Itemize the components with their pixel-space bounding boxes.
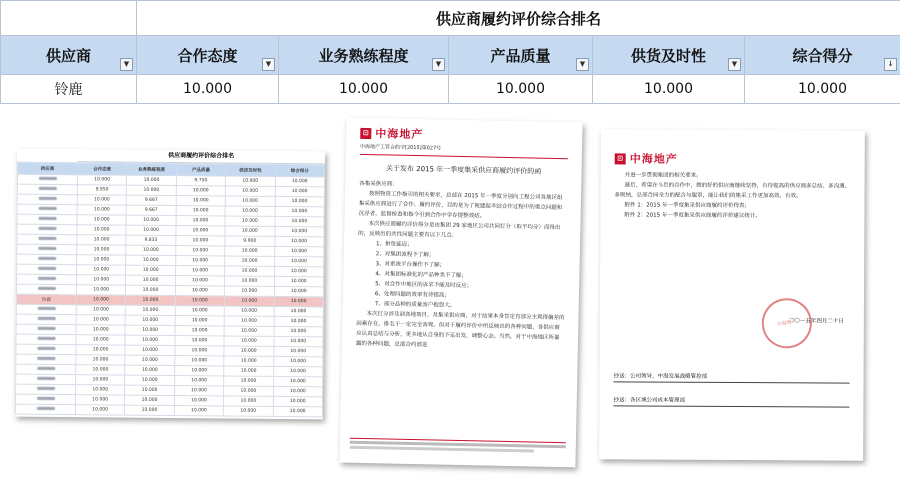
mini-value-cell: 10.000 (126, 215, 175, 225)
letter-page-2-thumbnail (599, 129, 865, 460)
mini-header-cell: 供货及时性 (226, 164, 275, 176)
company-seal-icon: 中海地产 (757, 294, 816, 353)
cell-quality[interactable]: 10.000 (449, 75, 593, 104)
mini-value-cell: 10.000 (76, 315, 125, 325)
mini-value-cell: 10.000 (224, 316, 273, 326)
redacted-name (38, 267, 56, 270)
mini-supplier-cell (16, 304, 76, 315)
mini-value-cell: 10.000 (174, 406, 223, 416)
mini-value-cell: 10.000 (175, 336, 224, 346)
filter-dropdown-icon[interactable]: ▼ (262, 58, 275, 71)
logo-text: 中海地产 (629, 151, 678, 166)
mini-value-cell: 10.000 (126, 295, 175, 305)
list-item: 5、对合作中地区的诉求不能及时反应； (375, 281, 473, 290)
mini-value-cell: 10.000 (77, 255, 126, 265)
header-label: 业务熟练程度 (318, 46, 409, 65)
letter-page-1-thumbnail (339, 118, 582, 468)
mini-supplier-cell (16, 364, 76, 375)
mini-value-cell: 10.000 (274, 286, 324, 296)
mini-value-cell: 10.000 (275, 206, 325, 216)
mini-header-cell: 综合得分 (275, 164, 325, 176)
paragraph: 并进一步贯彻集团的相关要求。 (624, 172, 702, 179)
paragraph: 按照物资工作指引的相关要求，总部在 2015 年一季度分别向工程公司各地区组集采供应商进行了合作、履约评价，目的是为了视建起多结合作过程中的重点问题和沉浮者，监督检查和指令引到合作中学存提整效结。 (358, 191, 563, 220)
header-total-score[interactable] (745, 36, 900, 75)
mini-value-cell: 10.000 (224, 386, 273, 396)
mini-header-cell: 产品质量 (176, 164, 225, 176)
paragraph: 本次供应商履约评价得分是由集团 29 家地区公司共同打分（取平均分）而得出的，反映出的共性问题主要有以下几点： (358, 221, 561, 239)
logo-text: 中海地产 (375, 126, 424, 141)
mini-value-cell: 10.000 (224, 296, 273, 306)
mini-value-cell: 10.000 (176, 186, 225, 196)
mini-value-cell: 10.000 (224, 326, 273, 336)
mini-supplier-cell (16, 284, 76, 295)
redacted-name (37, 337, 55, 340)
mini-value-cell: 10.000 (175, 276, 224, 286)
redacted-name (37, 317, 55, 320)
mini-value-cell: 10.000 (274, 226, 324, 236)
mini-value-cell: 10.000 (226, 176, 275, 186)
header-timeliness[interactable] (593, 36, 745, 75)
redacted-name (37, 377, 55, 380)
mini-supplier-cell (16, 324, 76, 335)
mini-value-cell: 10.000 (225, 266, 274, 276)
mini-value-cell: 10.000 (224, 306, 273, 316)
mini-value-cell: 10.000 (125, 365, 174, 375)
sort-filter-icon[interactable]: ↓ (884, 58, 897, 71)
mini-value-cell: 10.000 (176, 216, 225, 226)
mini-value-cell: 10.000 (175, 266, 224, 276)
redacted-name (37, 287, 55, 290)
mini-value-cell: 10.000 (176, 206, 225, 216)
filter-dropdown-icon[interactable]: ▼ (120, 58, 133, 71)
mini-value-cell: 10.000 (126, 285, 175, 295)
mini-value-cell: 10.000 (274, 266, 324, 276)
redacted-name (37, 357, 55, 360)
mini-value-cell: 10.000 (77, 265, 126, 275)
mini-supplier-cell (16, 354, 76, 365)
mini-value-cell: 10.000 (275, 176, 325, 186)
mini-value-cell: 10.000 (274, 236, 324, 246)
mini-value-cell: 10.000 (127, 185, 176, 195)
document-number: 中海地产工管合约字[2015]第027号 (360, 142, 568, 159)
redacted-name (37, 367, 55, 370)
mini-value-cell: 10.000 (224, 406, 273, 416)
mini-value-cell: 10.000 (175, 296, 224, 306)
mini-value-cell: 10.000 (125, 375, 174, 385)
header-label: 供应商 (45, 46, 91, 65)
attachment-2: 附件 2：2015 年一季度集采供应商履约评价建议统计。 (624, 212, 761, 220)
mini-supplier-cell: 铃鹿 (16, 294, 76, 305)
mini-value-cell: 10.000 (224, 366, 273, 376)
mini-value-cell: 10.000 (176, 246, 225, 256)
mini-value-cell: 10.000 (274, 336, 324, 346)
mini-value-cell: 10.000 (76, 305, 125, 315)
mini-value-cell: 10.000 (174, 376, 223, 386)
mini-value-cell: 10.000 (76, 375, 125, 385)
mini-value-cell: 10.000 (126, 275, 175, 285)
mini-value-cell: 9.667 (126, 205, 175, 215)
mini-value-cell: 10.000 (125, 395, 174, 405)
mini-value-cell: 9.750 (176, 176, 225, 186)
letter-heading: 关于发布 2015 年一季度集采供应商履约评价的函 (385, 164, 542, 176)
cell-proficiency[interactable]: 10.000 (279, 75, 449, 104)
mini-supplier-cell (17, 264, 77, 275)
mini-value-cell: 10.000 (126, 315, 175, 325)
mini-value-cell: 10.000 (77, 175, 126, 185)
mini-value-cell: 10.000 (174, 396, 223, 406)
company-logo (615, 153, 851, 165)
mini-value-cell: 9.833 (126, 235, 175, 245)
filter-dropdown-icon[interactable]: ▼ (432, 58, 445, 71)
header-label: 合作态度 (177, 46, 238, 65)
mini-value-cell: 10.000 (77, 195, 126, 205)
mini-supplier-cell (17, 244, 77, 255)
mini-value-cell: 10.000 (225, 196, 274, 206)
mini-value-cell: 10.000 (174, 386, 223, 396)
redacted-name (38, 187, 56, 190)
list-item: 4、对集团标准化的产品种类不了解； (375, 271, 467, 280)
mini-supplier-cell (16, 374, 76, 385)
mini-value-cell: 10.000 (176, 196, 225, 206)
list-item: 1、供货延迟； (375, 241, 413, 248)
cell-cooperation[interactable]: 10.000 (137, 75, 279, 104)
header-proficiency[interactable] (279, 36, 449, 75)
table-row (15, 404, 322, 417)
mini-supplier-cell (15, 404, 75, 415)
mini-value-cell: 10.000 (225, 246, 274, 256)
mini-value-cell: 10.000 (273, 346, 323, 356)
mini-value-cell: 10.000 (125, 385, 174, 395)
mini-value-cell: 10.000 (224, 396, 273, 406)
mini-value-cell: 10.000 (175, 316, 224, 326)
mini-value-cell: 10.000 (224, 336, 273, 346)
mini-supplier-cell (16, 314, 76, 325)
list-item: 2、对集团流程不了解； (375, 251, 435, 259)
mini-value-cell: 9.950 (77, 185, 126, 195)
mini-value-cell: 10.000 (274, 296, 324, 306)
mini-value-cell: 10.000 (125, 345, 174, 355)
redacted-name (38, 247, 56, 250)
mini-value-cell: 10.000 (76, 385, 125, 395)
company-logo (360, 128, 568, 143)
redacted-name (38, 257, 56, 260)
mini-supplier-cell (15, 394, 75, 405)
list-item: 7、部分品种的质量客户抱怨大。 (374, 301, 456, 309)
redacted-name (38, 177, 56, 180)
mini-value-cell: 9.900 (225, 236, 274, 246)
mini-value-cell: 10.000 (224, 346, 273, 356)
mini-value-cell: 10.000 (76, 275, 125, 285)
logo-mark-icon: ⊡ (360, 128, 371, 139)
header-quality[interactable] (449, 36, 593, 75)
redacted-name (37, 307, 55, 310)
mini-value-cell: 10.000 (175, 326, 224, 336)
paragraph: 本次打分涉及到各地项目，及集采供应商，对于结果本身肯定有部分主观得偏差的因素存在，排名于一定完全客观。但对于履约评价中所反映出的各种问题，各供应商应认真总结与分析，更多地从自身的不足出发，调整心态。当然，对于中海地区所暴露的各种问题，总部合约部进 (355, 311, 565, 349)
mini-value-cell: 10.000 (225, 286, 274, 296)
mini-value-cell: 10.000 (75, 405, 124, 415)
mini-value-cell: 10.000 (76, 335, 125, 345)
corner-cell (1, 1, 137, 36)
mini-supplier-cell (17, 204, 77, 215)
mini-value-cell: 10.000 (125, 405, 174, 415)
paragraph: 最后，希望在今后的合作中，做的好的供应商继续坚持，有待提高的供应商多总结、多沟通、多吸纳，总部合同全力的配合与服罩，能让我们的集采工作更加高效、有效。 (614, 182, 851, 200)
redacted-name (37, 327, 55, 330)
mini-value-cell: 10.000 (126, 265, 175, 275)
redacted-name (38, 227, 56, 230)
mini-value-cell: 10.000 (274, 316, 324, 326)
cell-total-score[interactable]: 10.000 (745, 75, 900, 104)
mini-value-cell: 10.000 (126, 245, 175, 255)
mini-value-cell: 10.000 (175, 256, 224, 266)
mini-value-cell: 10.000 (126, 305, 175, 315)
sheet-title: 供应商履约评价综合排名 (137, 1, 900, 36)
mini-supplier-cell (17, 214, 77, 225)
redacted-name (38, 237, 56, 240)
mini-value-cell: 9.667 (127, 195, 176, 205)
mini-value-cell: 10.000 (275, 196, 325, 206)
ranking-sheet (0, 0, 900, 104)
mini-value-cell: 10.000 (274, 276, 324, 286)
mini-header-cell: 合作态度 (77, 163, 126, 175)
redacted-name (38, 197, 56, 200)
cell-supplier[interactable]: 铃鹿 (1, 75, 137, 104)
mini-value-cell: 10.000 (176, 236, 225, 246)
mini-value-cell: 10.000 (76, 345, 125, 355)
mini-value-cell: 10.000 (126, 255, 175, 265)
mini-value-cell: 10.000 (77, 225, 126, 235)
mini-supplier-cell (17, 224, 77, 235)
mini-value-cell: 10.000 (76, 355, 125, 365)
mini-value-cell: 10.000 (224, 376, 273, 386)
mini-value-cell: 10.000 (273, 386, 323, 396)
mini-sheet-grid (15, 162, 325, 418)
mini-value-cell: 10.000 (224, 356, 273, 366)
mini-value-cell: 10.000 (175, 286, 224, 296)
mini-supplier-cell (17, 234, 77, 245)
mini-value-cell: 10.000 (76, 325, 125, 335)
letter-footer (350, 438, 566, 454)
redacted-name (38, 207, 56, 210)
redacted-name (36, 397, 54, 400)
mini-value-cell: 10.000 (225, 226, 274, 236)
mini-value-cell: 10.000 (76, 285, 125, 295)
mini-value-cell: 10.000 (175, 346, 224, 356)
attachment-1: 附件 1：2015 年一季度集采供应商履约评价得表； (624, 202, 750, 210)
mini-sheet-title: 供应商履约评价综合排名 (77, 149, 325, 164)
mini-value-cell: 10.000 (273, 376, 323, 386)
mini-value-cell: 10.000 (125, 325, 174, 335)
mini-value-cell: 10.000 (274, 306, 324, 316)
mini-supplier-cell (16, 334, 76, 345)
mini-value-cell: 10.000 (175, 356, 224, 366)
mini-supplier-cell (16, 274, 76, 285)
ranking-sheet-thumbnail (15, 149, 325, 420)
mini-value-cell: 10.000 (77, 235, 126, 245)
mini-value-cell: 10.000 (225, 256, 274, 266)
mini-supplier-cell (17, 194, 77, 205)
redacted-name (38, 217, 56, 220)
redacted-name (36, 407, 54, 410)
cc-line-1: 抄送：公司领导，中海发展战略管控部 (614, 371, 850, 383)
mini-value-cell: 10.000 (273, 356, 323, 366)
mini-value-cell: 10.000 (275, 216, 325, 226)
mini-value-cell: 10.000 (274, 256, 324, 266)
header-label: 产品质量 (490, 46, 551, 65)
mini-value-cell: 10.000 (176, 226, 225, 236)
cc-line-2: 抄送：各区域公司成本管理部 (613, 395, 849, 407)
logo-mark-icon: ⊡ (615, 153, 626, 164)
redacted-name (37, 387, 55, 390)
mini-value-cell: 10.000 (76, 365, 125, 375)
list-item: 6、处理问题的效率有待提高； (374, 291, 451, 299)
mini-value-cell: 10.000 (77, 205, 126, 215)
cell-timeliness[interactable]: 10.000 (593, 75, 745, 104)
header-cooperation[interactable] (137, 36, 279, 75)
header-supplier[interactable] (1, 36, 137, 75)
mini-supplier-cell (17, 254, 77, 265)
header-label: 综合得分 (792, 46, 853, 65)
mini-value-cell: 10.000 (273, 406, 323, 416)
mini-value-cell: 10.000 (125, 355, 174, 365)
mini-supplier-cell (16, 384, 76, 395)
mini-value-cell: 10.000 (77, 245, 126, 255)
mini-value-cell: 10.000 (225, 276, 274, 286)
mini-value-cell: 10.000 (77, 215, 126, 225)
filter-dropdown-icon[interactable]: ▼ (728, 58, 741, 71)
redacted-name (37, 347, 55, 350)
mini-value-cell: 10.000 (125, 335, 174, 345)
mini-value-cell: 10.000 (127, 175, 176, 185)
letter-date: 二〇一五年四月二十日 (788, 318, 844, 325)
salutation: 各集采供应商： (359, 180, 398, 188)
mini-value-cell: 10.000 (225, 216, 274, 226)
mini-value-cell: 10.000 (273, 366, 323, 376)
mini-value-cell: 10.000 (175, 306, 224, 316)
list-item: 3、对系统平台操作不了解； (375, 261, 446, 269)
mini-value-cell: 10.000 (75, 395, 124, 405)
mini-value-cell: 10.000 (126, 225, 175, 235)
mini-value-cell: 10.000 (76, 295, 125, 305)
redacted-name (38, 277, 56, 280)
mini-value-cell: 10.000 (225, 206, 274, 216)
mini-value-cell: 10.000 (174, 366, 223, 376)
mini-header-cell: 供应商 (17, 162, 77, 175)
mini-supplier-cell (17, 184, 77, 195)
mini-header-cell: 业务熟练程度 (127, 163, 176, 175)
mini-value-cell: 10.000 (274, 326, 324, 336)
mini-value-cell: 10.000 (274, 246, 324, 256)
header-label: 供货及时性 (630, 46, 706, 65)
mini-value-cell: 10.000 (225, 186, 274, 196)
mini-supplier-cell (16, 344, 76, 355)
mini-value-cell: 10.000 (273, 396, 323, 406)
mini-value-cell: 10.000 (275, 186, 325, 196)
filter-dropdown-icon[interactable]: ▼ (576, 58, 589, 71)
mini-supplier-cell (17, 174, 77, 185)
